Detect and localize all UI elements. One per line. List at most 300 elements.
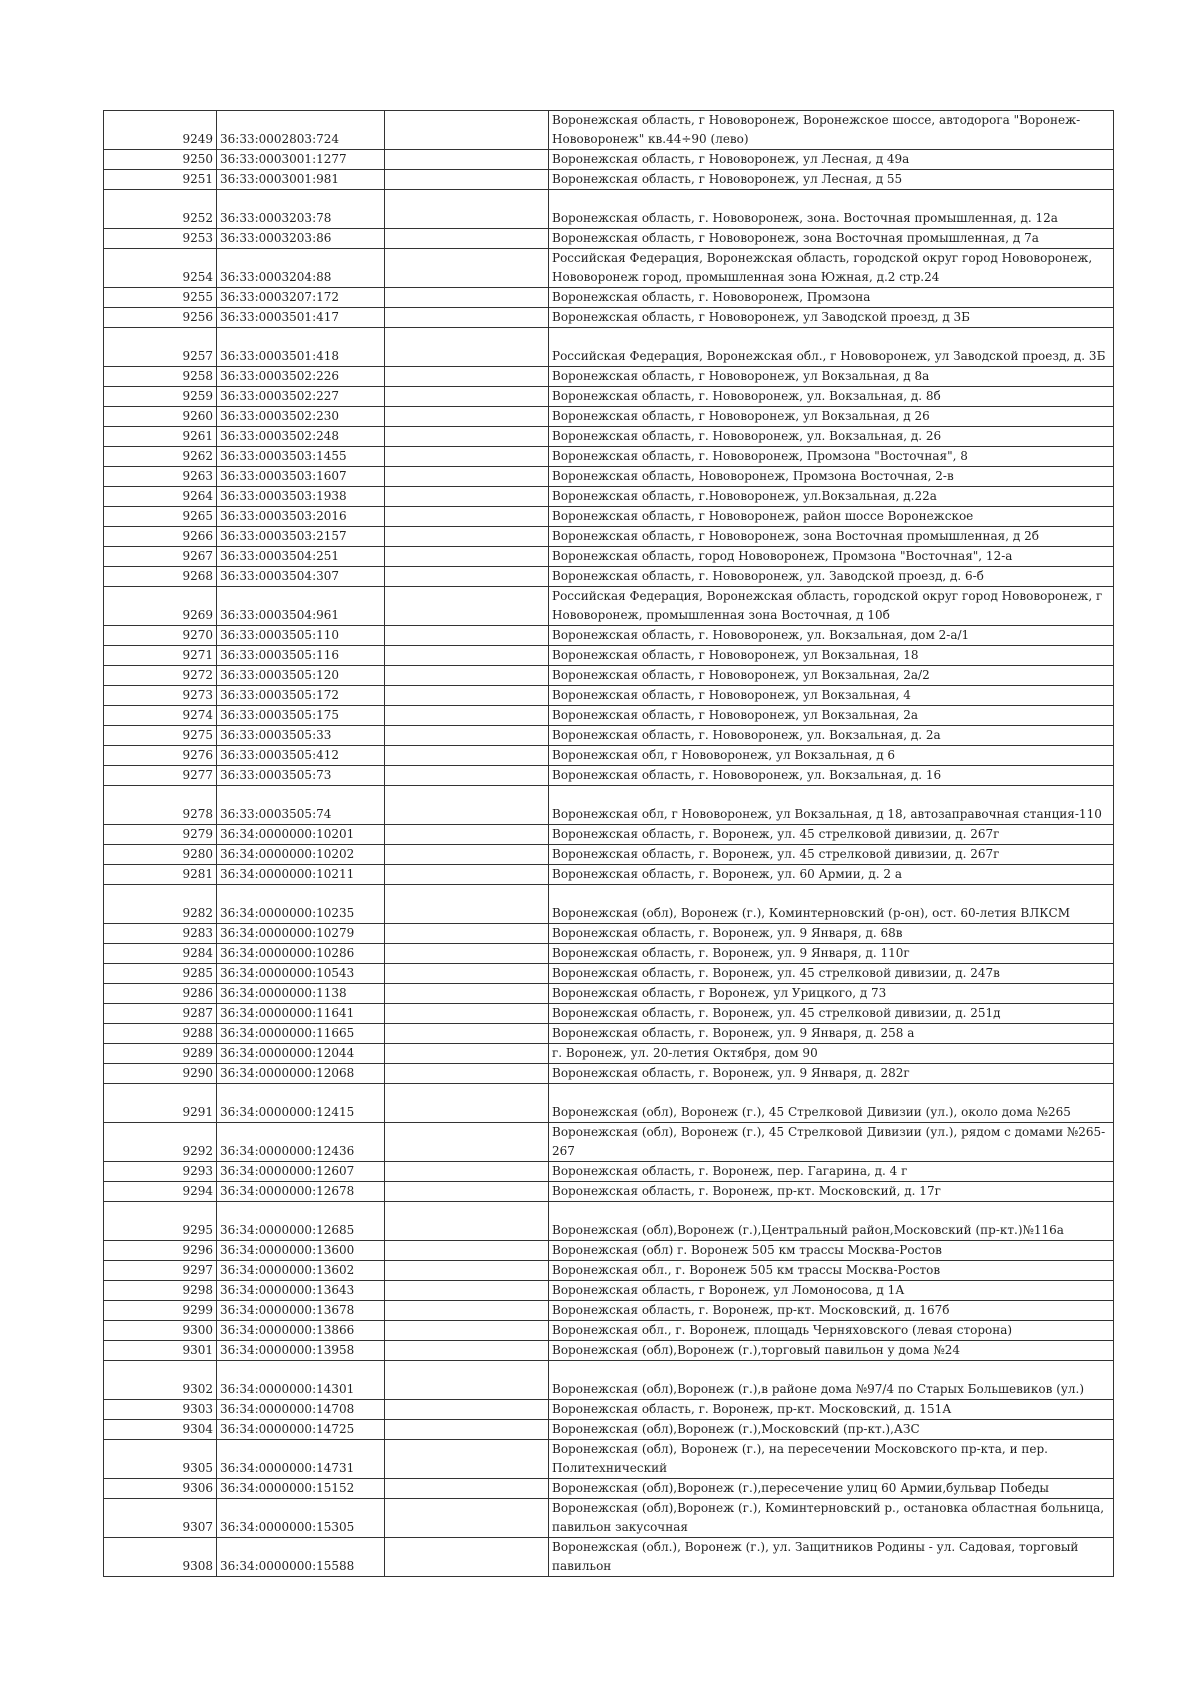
address: Воронежская (обл),Воронеж (г.),в районе дома №97/4 по Старых Большевиков (ул.) — [549, 1361, 1114, 1400]
empty-cell — [385, 964, 549, 984]
row-number: 9295 — [104, 1202, 217, 1241]
row-number: 9288 — [104, 1024, 217, 1044]
address: Воронежская обл, г Нововоронеж, ул Вокзальная, д 6 — [549, 746, 1114, 766]
table-row — [104, 1281, 1114, 1301]
empty-cell — [385, 249, 549, 288]
row-number: 9292 — [104, 1123, 217, 1162]
address: Воронежская (обл), Воронеж (г.), 45 Стрелковой Дивизии (ул.), рядом с домами №265-267 — [549, 1123, 1114, 1162]
address: Воронежская область, г. Нововоронеж, ул. Вокзальная, д. 8б — [549, 387, 1114, 407]
table-row — [104, 706, 1114, 726]
empty-cell — [385, 1202, 549, 1241]
empty-cell — [385, 726, 549, 746]
row-number: 9279 — [104, 825, 217, 845]
table-row — [104, 766, 1114, 786]
empty-cell — [385, 387, 549, 407]
cadastral-number: 36:33:0003502:227 — [217, 387, 385, 407]
address: Воронежская область, Нововоронеж, Промзона Восточная, 2-в — [549, 467, 1114, 487]
row-number: 9273 — [104, 686, 217, 706]
row-number: 9269 — [104, 587, 217, 626]
row-number: 9276 — [104, 746, 217, 766]
table-row — [104, 626, 1114, 646]
cadastral-number: 36:33:0003502:230 — [217, 407, 385, 427]
table-row — [104, 1064, 1114, 1084]
cadastral-number: 36:33:0003505:33 — [217, 726, 385, 746]
empty-cell — [385, 190, 549, 229]
table-row — [104, 328, 1114, 367]
table-row — [104, 646, 1114, 666]
address: Российская Федерация, Воронежская область, городской округ город Нововоронеж, Нововоронеж город, промышленная зона Южная, д.2 стр.24 — [549, 249, 1114, 288]
table-row — [104, 229, 1114, 249]
empty-cell — [385, 1321, 549, 1341]
table-row — [104, 786, 1114, 825]
cadastral-number: 36:33:0003001:1277 — [217, 150, 385, 170]
address: Воронежская область, г. Воронеж, ул. 45 стрелковой дивизии, д. 247в — [549, 964, 1114, 984]
table-row — [104, 1084, 1114, 1123]
cadastral-number: 36:33:0003505:73 — [217, 766, 385, 786]
row-number: 9293 — [104, 1162, 217, 1182]
cadastral-number: 36:33:0003502:226 — [217, 367, 385, 387]
row-number: 9270 — [104, 626, 217, 646]
empty-cell — [385, 706, 549, 726]
row-number: 9284 — [104, 944, 217, 964]
row-number: 9307 — [104, 1499, 217, 1538]
row-number: 9254 — [104, 249, 217, 288]
cadastral-number: 36:34:0000000:10286 — [217, 944, 385, 964]
row-number: 9275 — [104, 726, 217, 746]
address: Воронежская область, г. Нововоронеж, зона. Восточная промышленная, д. 12а — [549, 190, 1114, 229]
empty-cell — [385, 1004, 549, 1024]
row-number: 9266 — [104, 527, 217, 547]
table-row — [104, 1162, 1114, 1182]
empty-cell — [385, 111, 549, 150]
row-number: 9296 — [104, 1241, 217, 1261]
cadastral-number: 36:34:0000000:13600 — [217, 1241, 385, 1261]
empty-cell — [385, 288, 549, 308]
address: Воронежская область, г Нововоронеж, ул Вокзальная, 18 — [549, 646, 1114, 666]
row-number: 9268 — [104, 567, 217, 587]
cadastral-number: 36:33:0003501:418 — [217, 328, 385, 367]
empty-cell — [385, 587, 549, 626]
cadastral-number: 36:34:0000000:13643 — [217, 1281, 385, 1301]
empty-cell — [385, 427, 549, 447]
address: Воронежская область, г Нововоронеж, ул Вокзальная, 2а — [549, 706, 1114, 726]
cadastral-number: 36:33:0003504:251 — [217, 547, 385, 567]
address: Воронежская область, г. Воронеж, ул. 9 Января, д. 68в — [549, 924, 1114, 944]
table-row — [104, 547, 1114, 567]
row-number: 9264 — [104, 487, 217, 507]
cadastral-number: 36:34:0000000:14708 — [217, 1400, 385, 1420]
address: Российская Федерация, Воронежская обл., г Нововоронеж, ул Заводской проезд, д. 3Б — [549, 328, 1114, 367]
table-row — [104, 150, 1114, 170]
cadastral-number: 36:34:0000000:11641 — [217, 1004, 385, 1024]
address: Воронежская (обл),Воронеж (г.),Центральный район,Московский (пр-кт.)№116а — [549, 1202, 1114, 1241]
row-number: 9283 — [104, 924, 217, 944]
table-row — [104, 726, 1114, 746]
cadastral-number: 36:33:0003203:78 — [217, 190, 385, 229]
empty-cell — [385, 1400, 549, 1420]
empty-cell — [385, 865, 549, 885]
empty-cell — [385, 1440, 549, 1479]
empty-cell — [385, 1341, 549, 1361]
empty-cell — [385, 407, 549, 427]
address: г. Воронеж, ул. 20-летия Октября, дом 90 — [549, 1044, 1114, 1064]
empty-cell — [385, 447, 549, 467]
cadastral-number: 36:34:0000000:15305 — [217, 1499, 385, 1538]
cadastral-number: 36:34:0000000:14725 — [217, 1420, 385, 1440]
cadastral-number: 36:34:0000000:12068 — [217, 1064, 385, 1084]
cadastral-number: 36:34:0000000:12044 — [217, 1044, 385, 1064]
table-row — [104, 487, 1114, 507]
table-row — [104, 1538, 1114, 1577]
address: Воронежская (обл.), Воронеж (г.), ул. Защитников Родины - ул. Садовая, торговый павильон — [549, 1538, 1114, 1577]
cadastral-number: 36:34:0000000:12436 — [217, 1123, 385, 1162]
empty-cell — [385, 308, 549, 328]
address: Воронежская (обл), Воронеж (г.), Коминтерновский (р-он), ост. 60-летия ВЛКСМ — [549, 885, 1114, 924]
empty-cell — [385, 746, 549, 766]
address: Воронежская (обл), Воронеж (г.), на пересечении Московского пр-кта, и пер. Политехнический — [549, 1440, 1114, 1479]
empty-cell — [385, 1024, 549, 1044]
table-row — [104, 288, 1114, 308]
table-row — [104, 1400, 1114, 1420]
cadastral-number: 36:34:0000000:10279 — [217, 924, 385, 944]
cadastral-number: 36:33:0003505:175 — [217, 706, 385, 726]
cadastral-number: 36:33:0003503:2157 — [217, 527, 385, 547]
address: Воронежская область, г. Воронеж, ул. 45 стрелковой дивизии, д. 267г — [549, 845, 1114, 865]
table-row — [104, 170, 1114, 190]
empty-cell — [385, 766, 549, 786]
table-row — [104, 845, 1114, 865]
address: Воронежская область, г. Воронеж, пр-кт. Московский, д. 17г — [549, 1182, 1114, 1202]
address: Воронежская область, г Нововоронеж, район шоссе Воронежское — [549, 507, 1114, 527]
table-row — [104, 1440, 1114, 1479]
row-number: 9299 — [104, 1301, 217, 1321]
cadastral-number: 36:34:0000000:14731 — [217, 1440, 385, 1479]
empty-cell — [385, 1479, 549, 1499]
table-row — [104, 308, 1114, 328]
empty-cell — [385, 1301, 549, 1321]
table-row — [104, 885, 1114, 924]
address: Воронежская область, г. Нововоронеж, ул. Заводской проезд, д. 6-б — [549, 567, 1114, 587]
empty-cell — [385, 686, 549, 706]
address: Воронежская область, г. Нововоронеж, ул. Вокзальная, д. 2а — [549, 726, 1114, 746]
cadastral-number: 36:33:0003504:307 — [217, 567, 385, 587]
row-number: 9274 — [104, 706, 217, 726]
table-row — [104, 1044, 1114, 1064]
empty-cell — [385, 1361, 549, 1400]
cadastral-number: 36:34:0000000:13602 — [217, 1261, 385, 1281]
empty-cell — [385, 487, 549, 507]
address: Воронежская область, г Нововоронеж, ул Вокзальная, 2а/2 — [549, 666, 1114, 686]
table-row — [104, 1420, 1114, 1440]
row-number: 9294 — [104, 1182, 217, 1202]
address: Воронежская область, г Воронеж, ул Урицкого, д 73 — [549, 984, 1114, 1004]
cadastral-number: 36:34:0000000:12607 — [217, 1162, 385, 1182]
cadastral-number: 36:33:0003501:417 — [217, 308, 385, 328]
cadastral-number: 36:33:0003505:110 — [217, 626, 385, 646]
table-row — [104, 1241, 1114, 1261]
address: Воронежская обл., г. Воронеж 505 км трассы Москва-Ростов — [549, 1261, 1114, 1281]
row-number: 9301 — [104, 1341, 217, 1361]
address: Воронежская область, г Нововоронеж, зона Восточная промышленная, д 7а — [549, 229, 1114, 249]
address: Воронежская область, г Нововоронеж, ул Лесная, д 55 — [549, 170, 1114, 190]
address: Воронежская область, г. Воронеж, ул. 45 стрелковой дивизии, д. 267г — [549, 825, 1114, 845]
row-number: 9255 — [104, 288, 217, 308]
table-row — [104, 507, 1114, 527]
empty-cell — [385, 1064, 549, 1084]
registry-table — [103, 110, 1114, 1577]
table-row — [104, 1479, 1114, 1499]
empty-cell — [385, 845, 549, 865]
row-number: 9259 — [104, 387, 217, 407]
empty-cell — [385, 328, 549, 367]
row-number: 9300 — [104, 1321, 217, 1341]
empty-cell — [385, 170, 549, 190]
cadastral-number: 36:33:0003204:88 — [217, 249, 385, 288]
address: Воронежская (обл) г. Воронеж 505 км трассы Москва-Ростов — [549, 1241, 1114, 1261]
address: Воронежская область, г. Нововоронеж, Промзона — [549, 288, 1114, 308]
table-row — [104, 190, 1114, 229]
empty-cell — [385, 1123, 549, 1162]
address: Воронежская (обл),Воронеж (г.),торговый павильон у дома №24 — [549, 1341, 1114, 1361]
address: Российская Федерация, Воронежская область, городской округ город Нововоронеж, г Нововоронеж, промышленная зона Восточная, д 10б — [549, 587, 1114, 626]
row-number: 9278 — [104, 786, 217, 825]
empty-cell — [385, 1044, 549, 1064]
empty-cell — [385, 1241, 549, 1261]
cadastral-number: 36:34:0000000:12415 — [217, 1084, 385, 1123]
cadastral-number: 36:33:0003203:86 — [217, 229, 385, 249]
table-row — [104, 1321, 1114, 1341]
address: Воронежская область, г Нововоронеж, ул Вокзальная, д 8а — [549, 367, 1114, 387]
table-row — [104, 367, 1114, 387]
row-number: 9290 — [104, 1064, 217, 1084]
cadastral-number: 36:34:0000000:14301 — [217, 1361, 385, 1400]
row-number: 9263 — [104, 467, 217, 487]
empty-cell — [385, 944, 549, 964]
row-number: 9302 — [104, 1361, 217, 1400]
table-row — [104, 1182, 1114, 1202]
cadastral-number: 36:34:0000000:13866 — [217, 1321, 385, 1341]
empty-cell — [385, 1420, 549, 1440]
address: Воронежская область, г. Воронеж, ул. 9 Января, д. 282г — [549, 1064, 1114, 1084]
table-row — [104, 924, 1114, 944]
address: Воронежская обл., г. Воронеж, площадь Черняховского (левая сторона) — [549, 1321, 1114, 1341]
empty-cell — [385, 229, 549, 249]
row-number: 9306 — [104, 1479, 217, 1499]
row-number: 9287 — [104, 1004, 217, 1024]
empty-cell — [385, 527, 549, 547]
cadastral-number: 36:33:0003207:172 — [217, 288, 385, 308]
address: Воронежская область, г Нововоронеж, зона Восточная промышленная, д 2б — [549, 527, 1114, 547]
address: Воронежская область, г. Нововоронеж, Промзона "Восточная", 8 — [549, 447, 1114, 467]
row-number: 9267 — [104, 547, 217, 567]
row-number: 9277 — [104, 766, 217, 786]
row-number: 9286 — [104, 984, 217, 1004]
row-number: 9281 — [104, 865, 217, 885]
address: Воронежская область, г. Воронеж, пер. Гагарина, д. 4 г — [549, 1162, 1114, 1182]
row-number: 9258 — [104, 367, 217, 387]
empty-cell — [385, 547, 549, 567]
cadastral-number: 36:33:0003505:116 — [217, 646, 385, 666]
row-number: 9252 — [104, 190, 217, 229]
empty-cell — [385, 567, 549, 587]
row-number: 9298 — [104, 1281, 217, 1301]
cadastral-number: 36:34:0000000:15152 — [217, 1479, 385, 1499]
cadastral-number: 36:34:0000000:13678 — [217, 1301, 385, 1321]
row-number: 9303 — [104, 1400, 217, 1420]
cadastral-number: 36:34:0000000:13958 — [217, 1341, 385, 1361]
empty-cell — [385, 885, 549, 924]
cadastral-number: 36:33:0003505:120 — [217, 666, 385, 686]
table-row — [104, 686, 1114, 706]
empty-cell — [385, 1499, 549, 1538]
cadastral-number: 36:33:0003504:961 — [217, 587, 385, 626]
cadastral-number: 36:33:0003001:981 — [217, 170, 385, 190]
cadastral-number: 36:34:0000000:10201 — [217, 825, 385, 845]
table-row — [104, 984, 1114, 1004]
empty-cell — [385, 825, 549, 845]
cadastral-number: 36:34:0000000:10543 — [217, 964, 385, 984]
table-row — [104, 666, 1114, 686]
empty-cell — [385, 1538, 549, 1577]
table-row — [104, 447, 1114, 467]
table-row — [104, 567, 1114, 587]
address: Воронежская область, г.Нововоронеж, ул.Вокзальная, д.22а — [549, 487, 1114, 507]
table-row — [104, 587, 1114, 626]
empty-cell — [385, 467, 549, 487]
row-number: 9261 — [104, 427, 217, 447]
row-number: 9289 — [104, 1044, 217, 1064]
row-number: 9304 — [104, 1420, 217, 1440]
empty-cell — [385, 1182, 549, 1202]
table-row — [104, 249, 1114, 288]
empty-cell — [385, 626, 549, 646]
row-number: 9297 — [104, 1261, 217, 1281]
table-row — [104, 964, 1114, 984]
cadastral-number: 36:34:0000000:11665 — [217, 1024, 385, 1044]
cadastral-number: 36:33:0003503:1607 — [217, 467, 385, 487]
row-number: 9256 — [104, 308, 217, 328]
row-number: 9257 — [104, 328, 217, 367]
address: Воронежская обл, г Нововоронеж, ул Вокзальная, д 18, автозаправочная станция-110 — [549, 786, 1114, 825]
empty-cell — [385, 1084, 549, 1123]
cadastral-number: 36:34:0000000:15588 — [217, 1538, 385, 1577]
cadastral-number: 36:34:0000000:12678 — [217, 1182, 385, 1202]
empty-cell — [385, 666, 549, 686]
empty-cell — [385, 1261, 549, 1281]
address: Воронежская область, г. Воронеж, пр-кт. Московский, д. 167б — [549, 1301, 1114, 1321]
row-number: 9280 — [104, 845, 217, 865]
address: Воронежская область, г. Воронеж, ул. 9 Января, д. 258 а — [549, 1024, 1114, 1044]
cadastral-number: 36:33:0002803:724 — [217, 111, 385, 150]
empty-cell — [385, 507, 549, 527]
row-number: 9291 — [104, 1084, 217, 1123]
address: Воронежская область, г Нововоронеж, ул Вокзальная, 4 — [549, 686, 1114, 706]
row-number: 9305 — [104, 1440, 217, 1479]
cadastral-number: 36:33:0003503:2016 — [217, 507, 385, 527]
cadastral-number: 36:33:0003503:1938 — [217, 487, 385, 507]
table-row — [104, 1202, 1114, 1241]
table-row — [104, 1301, 1114, 1321]
address: Воронежская область, г Нововоронеж, ул Лесная, д 49а — [549, 150, 1114, 170]
address: Воронежская (обл),Воронеж (г.),пересечение улиц 60 Армии,бульвар Победы — [549, 1479, 1114, 1499]
table-row — [104, 1261, 1114, 1281]
empty-cell — [385, 786, 549, 825]
table-row — [104, 1499, 1114, 1538]
table-row — [104, 825, 1114, 845]
cadastral-number: 36:34:0000000:10211 — [217, 865, 385, 885]
table-row — [104, 1361, 1114, 1400]
table-row — [104, 467, 1114, 487]
table-row — [104, 387, 1114, 407]
address: Воронежская область, г. Нововоронеж, ул. Вокзальная, дом 2-а/1 — [549, 626, 1114, 646]
address: Воронежская область, г. Воронеж, ул. 60 Армии, д. 2 а — [549, 865, 1114, 885]
table-row — [104, 865, 1114, 885]
empty-cell — [385, 646, 549, 666]
table-row — [104, 1123, 1114, 1162]
empty-cell — [385, 150, 549, 170]
table-row — [104, 1024, 1114, 1044]
cadastral-number: 36:34:0000000:1138 — [217, 984, 385, 1004]
registry-table-body — [104, 111, 1114, 1577]
address: Воронежская область, г Воронеж, ул Ломоносова, д 1А — [549, 1281, 1114, 1301]
row-number: 9253 — [104, 229, 217, 249]
table-row — [104, 1004, 1114, 1024]
table-row — [104, 527, 1114, 547]
empty-cell — [385, 1162, 549, 1182]
row-number: 9282 — [104, 885, 217, 924]
address: Воронежская область, г Нововоронеж, ул Заводской проезд, д 3Б — [549, 308, 1114, 328]
address: Воронежская область, г. Воронеж, ул. 9 Января, д. 110г — [549, 944, 1114, 964]
address: Воронежская область, г. Воронеж, пр-кт. Московский, д. 151А — [549, 1400, 1114, 1420]
address: Воронежская область, г Нововоронеж, Воронежское шоссе, автодорога "Воронеж-Нововоронеж" кв.44÷90 (лево) — [549, 111, 1114, 150]
table-row — [104, 427, 1114, 447]
row-number: 9285 — [104, 964, 217, 984]
address: Воронежская область, г Нововоронеж, ул Вокзальная, д 26 — [549, 407, 1114, 427]
row-number: 9262 — [104, 447, 217, 467]
row-number: 9250 — [104, 150, 217, 170]
row-number: 9265 — [104, 507, 217, 527]
cadastral-number: 36:34:0000000:10235 — [217, 885, 385, 924]
empty-cell — [385, 367, 549, 387]
row-number: 9308 — [104, 1538, 217, 1577]
cadastral-number: 36:33:0003505:412 — [217, 746, 385, 766]
address: Воронежская область, г. Нововоронеж, ул. Вокзальная, д. 16 — [549, 766, 1114, 786]
address: Воронежская (обл),Воронеж (г.), Коминтерновский р., остановка областная больница, павильон закусочная — [549, 1499, 1114, 1538]
row-number: 9249 — [104, 111, 217, 150]
table-row — [104, 407, 1114, 427]
row-number: 9260 — [104, 407, 217, 427]
cadastral-number: 36:33:0003502:248 — [217, 427, 385, 447]
address: Воронежская (обл),Воронеж (г.),Московский (пр-кт.),АЗС — [549, 1420, 1114, 1440]
cadastral-number: 36:33:0003503:1455 — [217, 447, 385, 467]
row-number: 9272 — [104, 666, 217, 686]
table-row — [104, 111, 1114, 150]
address: Воронежская область, город Нововоронеж, Промзона "Восточная", 12-а — [549, 547, 1114, 567]
address: Воронежская область, г. Воронеж, ул. 45 стрелковой дивизии, д. 251д — [549, 1004, 1114, 1024]
table-row — [104, 1341, 1114, 1361]
address: Воронежская (обл), Воронеж (г.), 45 Стрелковой Дивизии (ул.), около дома №265 — [549, 1084, 1114, 1123]
empty-cell — [385, 984, 549, 1004]
empty-cell — [385, 1281, 549, 1301]
cadastral-number: 36:33:0003505:74 — [217, 786, 385, 825]
row-number: 9251 — [104, 170, 217, 190]
table-row — [104, 944, 1114, 964]
address: Воронежская область, г. Нововоронеж, ул. Вокзальная, д. 26 — [549, 427, 1114, 447]
cadastral-number: 36:33:0003505:172 — [217, 686, 385, 706]
row-number: 9271 — [104, 646, 217, 666]
cadastral-number: 36:34:0000000:10202 — [217, 845, 385, 865]
table-row — [104, 746, 1114, 766]
